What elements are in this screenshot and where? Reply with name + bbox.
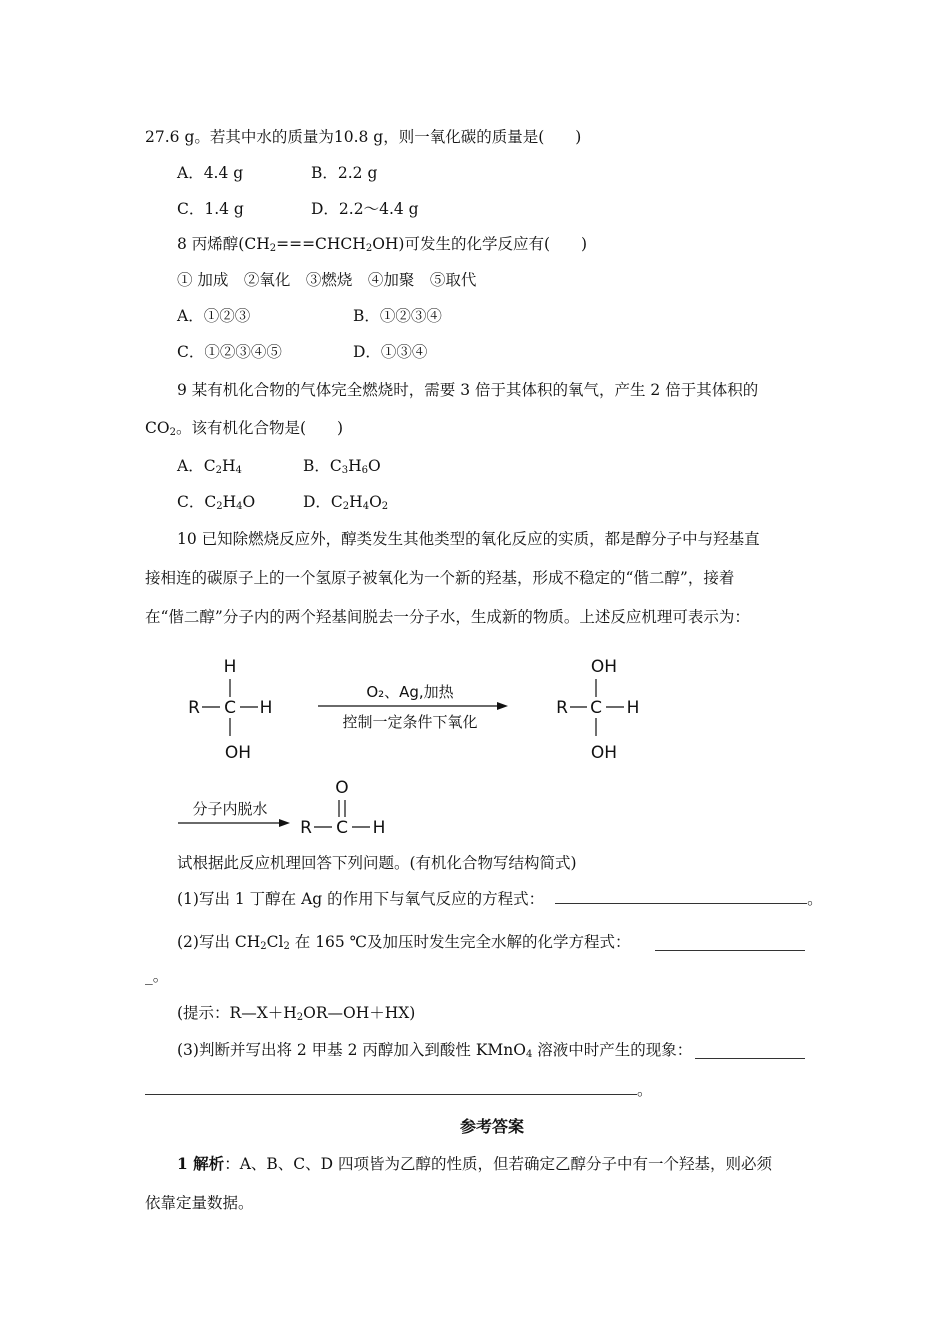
intermediate-c: C — [590, 698, 602, 718]
q9-option-d: D．$C_2H_4O_2$ — [303, 493, 389, 512]
q7-option-a: A．4.4 g — [177, 164, 244, 182]
q10-part3-answer-blank-1[interactable] — [695, 1044, 805, 1059]
q8-option-d: D．①③④ — [353, 343, 428, 361]
intermediate-bottom-oh: OH — [590, 743, 618, 763]
reactant-right-h: H — [259, 698, 273, 718]
intermediate-structure — [556, 657, 639, 763]
q10-part3-answer-blank-2[interactable] — [145, 1080, 637, 1095]
q7-option-c: C．1.4 g — [177, 200, 244, 218]
q8-option-c: C．①②③④⑤ — [177, 343, 282, 361]
reactant-top-h: H — [223, 657, 237, 677]
product-c: C — [336, 818, 348, 838]
answer-1: 1 解析：A、B、C、D 四项皆为乙醇的性质，但若确定乙醇分子中有一个羟基，则必须 — [177, 1154, 772, 1173]
q10-intro-line2: 接相连的碳原子上的一个氢原子被氧化为一个新的羟基，形成不稳定的“偕二醇”，接着 — [145, 569, 735, 587]
q10-part3-line2: 。 — [145, 1080, 653, 1100]
q8-option-a: A．①②③ — [177, 307, 251, 325]
q10-part3: (3)判断并写出将 2 甲基 2 丙醇加入到酸性 KMnO$_4$ 溶液中时产生的现象： — [177, 1041, 693, 1060]
arrow-dehydration — [178, 800, 290, 827]
q10-hint: (提示：$R—X+H_2OR—OH+HX$) — [177, 1004, 416, 1023]
q8-reaction-list: ① 加成 ②氧化 ③燃烧 ④加聚 ⑤取代 — [177, 271, 477, 289]
intermediate-right-h: H — [626, 698, 640, 718]
q9-stem-line2: $CO_2$。该有机化合物是( ) — [145, 419, 344, 438]
q10-part1: (1)写出 1 丁醇在 Ag 的作用下与氧气反应的方程式： 。 — [177, 890, 823, 908]
q9-option-a: A．$C_2H_4$ — [177, 457, 242, 476]
arrow2-head — [279, 819, 290, 827]
intermediate-top-oh: OH — [590, 657, 618, 677]
arrow-oxidation — [318, 683, 508, 731]
q10-intro-line1: 10 已知除燃烧反应外，醇类发生其他类型的氧化反应的实质，都是醇分子中与羟基直 — [177, 530, 760, 548]
reactant-c: C — [224, 698, 236, 718]
q8-stem: 8 丙烯醇$(CH_2===CHCH_2OH)$可发生的化学反应有( ) — [177, 235, 588, 254]
intermediate-r: R — [556, 698, 568, 718]
product-r: R — [300, 818, 312, 838]
q10-part1-answer-blank[interactable] — [555, 889, 807, 904]
q9-option-c: C．$C_2H_4O$ — [177, 493, 256, 512]
answers-heading: 参考答案 — [460, 1117, 525, 1136]
reactant-r: R — [188, 698, 200, 718]
q7-option-b: B．2.2 g — [311, 164, 378, 182]
q10-instruction: 试根据此反应机理回答下列问题。(有机化合物写结构简式) — [177, 854, 577, 872]
q7-option-d: D．2.2～4.4 g — [311, 200, 419, 218]
product-top-o: O — [335, 778, 349, 798]
reactant-bottom-oh: OH — [224, 743, 252, 763]
q10-part2-answer-blank[interactable] — [655, 936, 805, 951]
q7-stem: 27.6 g。若其中水的质量为10.8 g，则一氧化碳的质量是( ) — [145, 128, 582, 146]
arrow2-condition: 分子内脱水 — [192, 800, 268, 818]
q9-option-b: B．$C_3H_6O$ — [303, 457, 381, 476]
arrow1-head — [497, 702, 508, 710]
q10-intro-line3: 在“偕二醇”分子内的两个羟基间脱去一分子水，生成新的物质。上述反应机理可表示为： — [145, 608, 750, 626]
q9-stem-line1: 9 某有机化合物的气体完全燃烧时，需要 3 倍于其体积的氧气，产生 2 倍于其体积的 — [177, 381, 759, 399]
reactant-structure — [188, 657, 272, 763]
product-structure — [300, 778, 385, 838]
q10-part2-tail: _。 — [145, 967, 169, 985]
q10-part2: (2)写出 $CH_2Cl_2$ 在 165 ℃及加压时发生完全水解的化学方程式： — [177, 933, 631, 952]
product-right-h: H — [372, 818, 386, 838]
arrow1-condition-top: O₂、Ag,加热 — [366, 683, 454, 701]
arrow1-condition-bottom: 控制一定条件下氧化 — [342, 713, 478, 731]
answer-1-cont: 依靠定量数据。 — [145, 1194, 254, 1212]
q8-option-b: B．①②③④ — [353, 307, 442, 325]
